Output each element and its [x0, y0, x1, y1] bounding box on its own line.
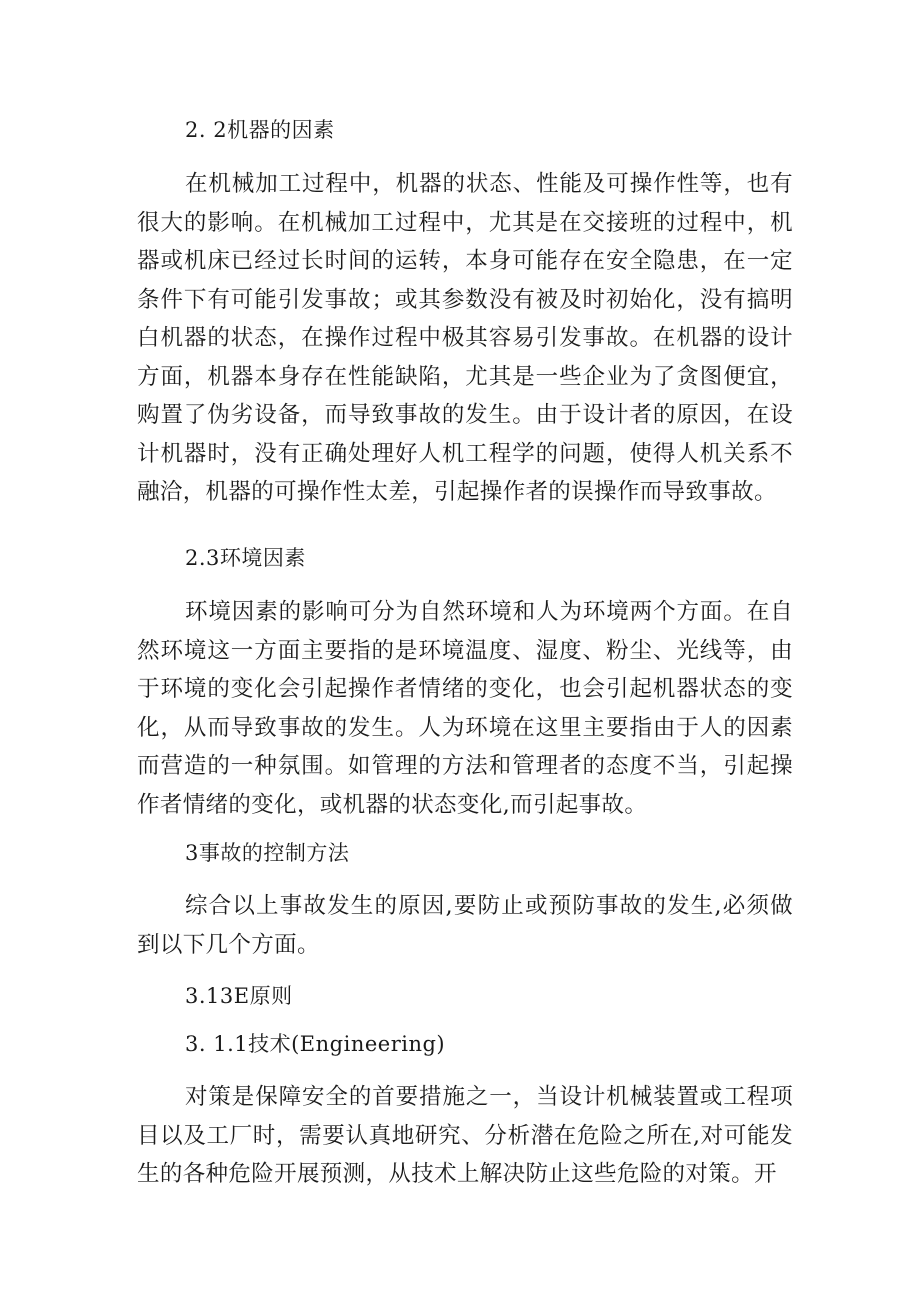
section-heading-accident-control: 3事故的控制方法: [185, 841, 350, 865]
section-heading-engineering: 3. 1.1技术(Engineering): [185, 1032, 446, 1056]
paragraph-machine-factors: 在机械加工过程中，机器的状态、性能及可操作性等，也有很大的影响。在机械加工过程中，尤其是在交接班的过程中，机器或机床已经过长时间的运转，本身可能存在安全隐患，在一定条件下有可能引发事故；或其参数没有被及时初始化，没有搞明白机器的状态，在操作过程中极其容易引发事故。在机器的设计方面，机器本身存在性能缺陷，尤其是一些企业为了贪图便宜，购置了伪劣设备，而导致事故的发生。由于设计者的原因，在设计机器时，没有正确处理好人机工程学的问题，使得人机关系不融洽，机器的可操作性太差，引起操作者的误操作而导致事故。: [137, 171, 793, 505]
section-heading-machine-factors: 2. 2机器的因素: [185, 118, 335, 142]
section-heading-3e-principle: 3.13E原则: [185, 984, 293, 1008]
section-heading-environment-factors: 2.3环境因素: [185, 546, 306, 570]
paragraph-environment-factors: 环境因素的影响可分为自然环境和人为环境两个方面。在自然环境这一方面主要指的是环境温度、湿度、粉尘、光线等，由于环境的变化会引起操作者情绪的变化，也会引起机器状态的变化，从而导致事故的发生。人为环境在这里主要指由于人的因素而营造的一种氛围。如管理的方法和管理者的态度不当，引起操作者情绪的变化，或机器的状态变化,而引起事故。: [137, 599, 793, 818]
paragraph-engineering: 对策是保障安全的首要措施之一，当设计机械装置或工程项目以及工厂时，需要认真地研究、分析潜在危险之所在,对可能发生的各种危险开展预测，从技术上解决防止这些危险的对策。开: [137, 1084, 793, 1187]
paragraph-accident-control: 综合以上事故发生的原因,要防止或预防事故的发生,必须做到以下几个方面。: [137, 893, 793, 958]
